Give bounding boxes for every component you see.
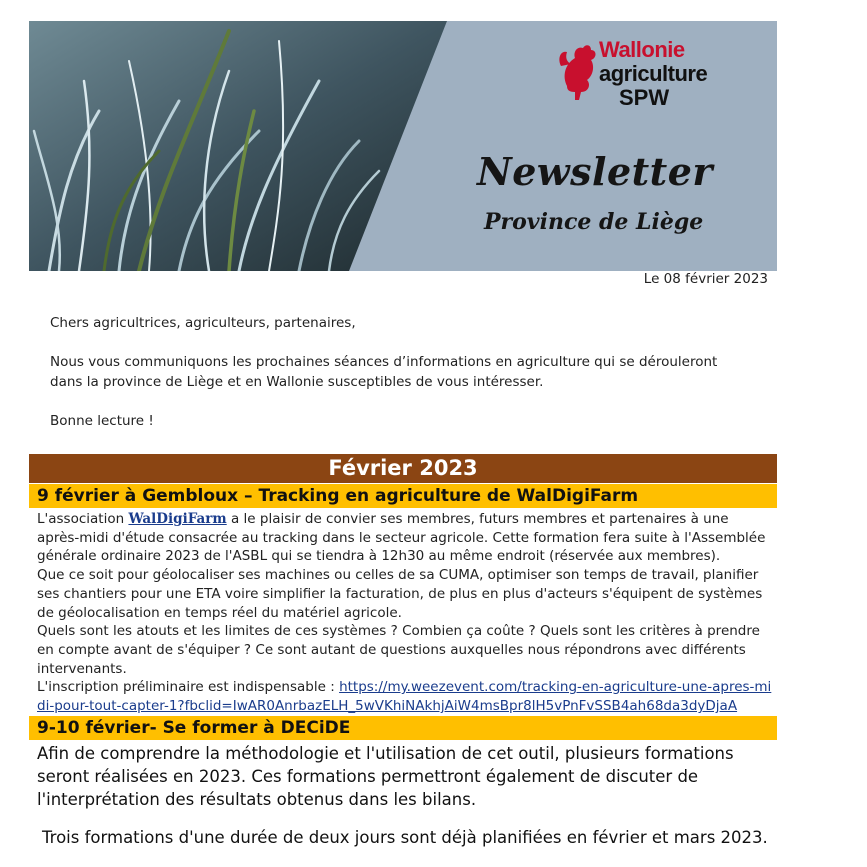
newsletter-date: Le 08 février 2023 [643,271,768,287]
newsletter-banner [29,21,777,271]
registration-link[interactable]: https://my.weezevent.com/tracking-en-agriculture-une-apres-midi-pour-tout-capter-1?fbclid=IwAR0AnrbazELH_5wVKhiNAkhjAiW4msBpr8lH5vPnFvSSB4ah68da3dyDjaA [37,679,772,715]
event-text-prefix: L'association [37,511,129,527]
newsletter-title: Newsletter [477,149,713,194]
event-text-part2: Que ce soit pour géolocaliser ses machines ou celles de sa CUMA, optimiser son temps de travail, planifier ses chantiers pour une ETA voire simplifier la facturation, de plus en plus d'acteurs s'équipent de systèmes de géolocalisation en temps réel du matériel agricole. [37,567,763,621]
intro-section [50,313,730,450]
decide-paragraph-1: Afin de comprendre la méthodologie et l'utilisation de cet outil, plusieurs formations seront réalisées en 2023. Ces formations permettront également de discuter de l'interprétation des résultats obtenus dans les bilans. [37,744,734,809]
event-title-decide: 9-10 février- Se former à DECiDE [29,716,777,740]
greeting-text: Chers agricultrices, agriculteurs, partenaires, [50,315,356,331]
closing-text: Bonne lecture ! [50,413,154,429]
event-body-waldigifarm [37,510,772,716]
wallonie-agriculture-logo [599,38,707,110]
registration-label: L'inscription préliminaire est indispensable : [37,679,340,696]
event-body-decide [37,742,777,864]
intro-paragraph: Nous vous communiquons les prochaines séances d’informations en agriculture qui se dérouleront dans la province de Liège et en Wallonie susceptibles de vous intéresser. [50,354,718,390]
event-text-part1: a le plaisir de convier ses membres, futurs membres et partenaires à une après-midi d'étude consacrée au tracking dans le secteur agricole. Cette formation fera suite à l'Assemblée générale ordinaire 2023 de l'ASBL qui se tiendra à 12h30 au même endroit (réservée aux membres). [37,511,766,565]
logo-line-spw: SPW [619,85,670,110]
decide-paragraph-2: Trois formations d'une durée de deux jours sont déjà planifiées en février et mars 2023. [42,828,768,847]
logo-line-wallonie: Wallonie [599,37,685,62]
logo-line-agriculture: agriculture [599,61,708,86]
event-title-waldigifarm: 9 février à Gembloux – Tracking en agriculture de WalDigiFarm [29,484,777,508]
waldigifarm-link[interactable]: WalDigiFarm [128,511,227,527]
month-header: Février 2023 [29,454,777,483]
event-text-part3: Quels sont les atouts et les limites de ces systèmes ? Combien ça coûte ? Quels sont les critères à prendre en compte avant de s'équiper ? Ce sont autant de questions auxquelles nous répondrons avec différents intervenants. [37,623,760,677]
newsletter-subtitle: Province de Liège [484,209,704,235]
